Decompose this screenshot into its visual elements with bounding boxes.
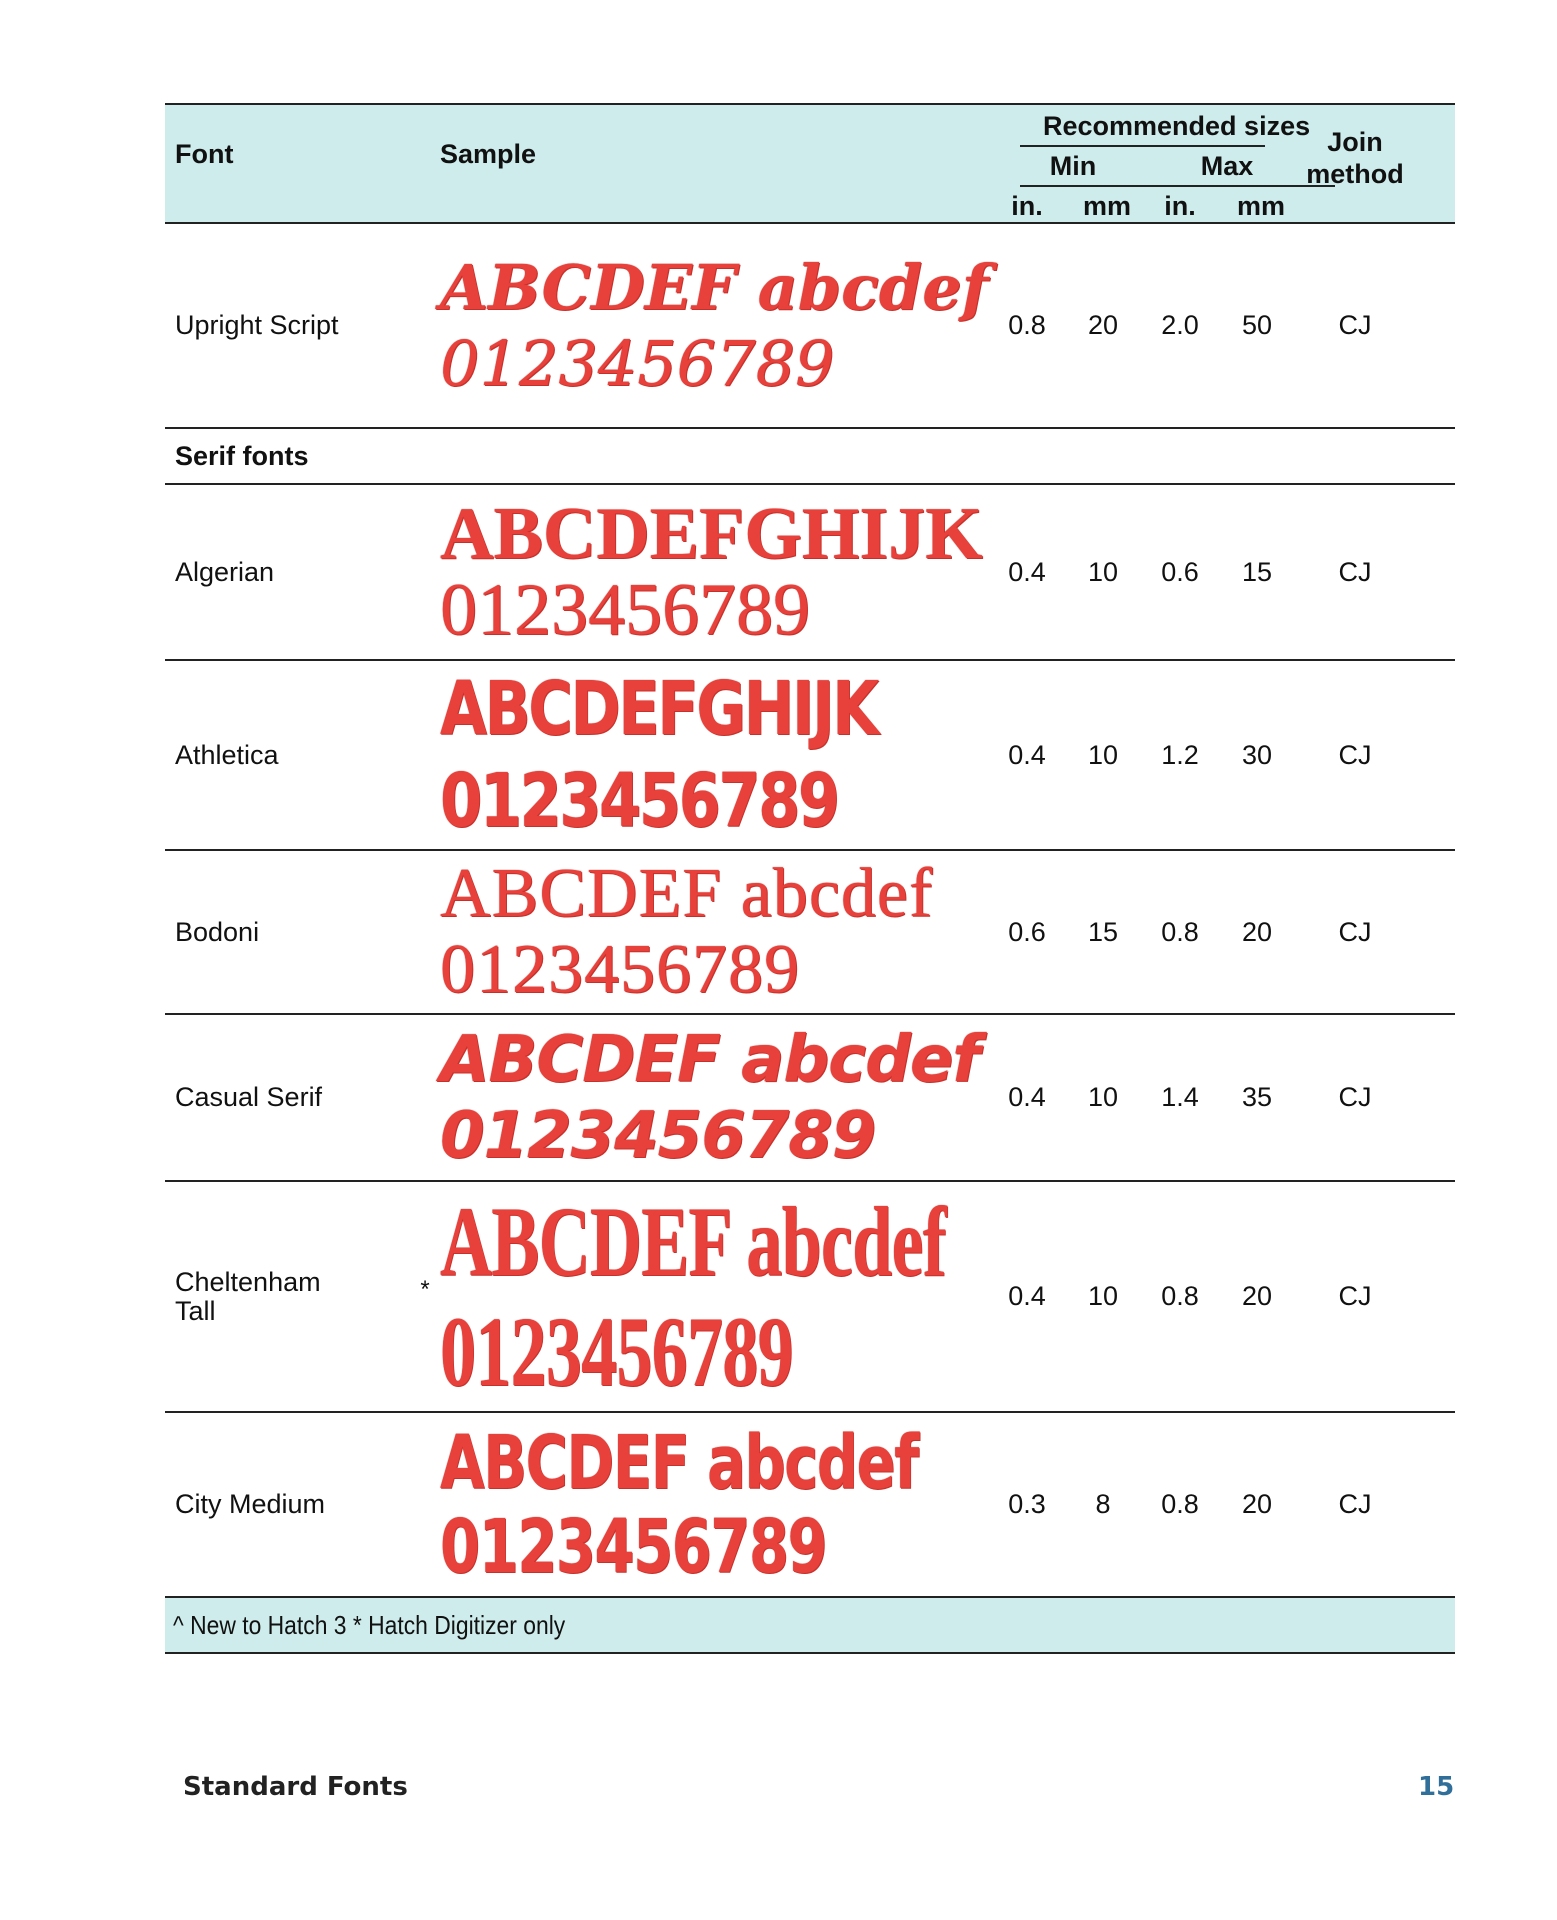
sample-letters: ABCDEF abcdef [440,855,934,932]
table-footnote [165,1598,1455,1654]
max-mm-value: 20 [1241,916,1273,947]
font-name-line1: Cheltenham [175,1267,321,1298]
max-in-value: 0.8 [1161,1281,1199,1311]
font-name: Algerian [175,556,275,587]
font-name: Upright Script [175,310,339,340]
min-in-value: 0.4 [1008,1082,1046,1112]
table-row [165,851,1455,1015]
header-font: Font [175,139,234,169]
header-rule-recommended [1020,145,1265,147]
sample-digits: 0123456789 [440,1098,876,1173]
max-in-value: 0.8 [1161,1489,1199,1519]
table-row [165,1015,1455,1182]
max-mm-value: 20 [1241,1281,1273,1311]
min-mm-value: 10 [1087,739,1119,770]
min-mm-value: 10 [1087,556,1119,587]
max-mm-value: 30 [1241,739,1273,770]
header-min-in: in. [1011,191,1043,221]
sample-digits: 0123456789 [440,569,810,651]
sample-letters: ABCDEFGHIJK [440,493,983,575]
header-min: Min [1049,151,1097,181]
header-max-in: in. [1164,191,1196,221]
section-label: Serif fonts [175,440,309,471]
font-name-line2: Tall [175,1295,216,1326]
min-in-value: 0.6 [1008,916,1046,947]
sample-digits: 0123456789 [440,931,800,1008]
sample-digits: 0123456789 [440,326,835,400]
max-in-value: 2.0 [1161,310,1199,340]
min-in-value: 0.4 [1008,1281,1046,1311]
max-mm-value: 35 [1241,1082,1273,1112]
join-method-value: CJ [1338,916,1372,947]
max-mm-value: 50 [1241,310,1273,340]
max-mm-value: 15 [1241,556,1273,587]
header-join-line1: Join [1327,127,1383,157]
font-name: Bodoni [175,916,260,947]
header-sample: Sample [440,139,537,169]
join-method-value: CJ [1338,1082,1372,1112]
min-in-value: 0.8 [1008,310,1046,340]
sample-digits: 0123456789 [440,758,838,844]
header-join-line2: method [1306,159,1404,189]
header-max-mm: mm [1237,191,1286,221]
section-header-serif [165,429,1455,485]
max-in-value: 1.2 [1161,739,1199,770]
table-row [165,1182,1455,1413]
max-in-value: 1.4 [1161,1082,1199,1112]
font-name: City Medium [175,1489,326,1519]
header-min-mm: mm [1083,191,1132,221]
min-mm-value: 10 [1087,1082,1119,1112]
join-method-value: CJ [1338,1489,1372,1519]
font-name: Casual Serif [175,1082,323,1112]
max-in-value: 0.6 [1161,556,1199,587]
header-recommended-sizes: Recommended sizes [1043,111,1311,141]
min-in-value: 0.4 [1008,739,1046,770]
sample-letters: ABCDEF abcdef [440,1022,980,1097]
digitizer-only-marker: * [420,1275,430,1303]
min-mm-value: 8 [1095,1489,1111,1519]
sample-digits: 0123456789 [440,1295,793,1407]
join-method-value: CJ [1338,739,1372,770]
max-mm-value: 20 [1241,1489,1273,1519]
min-in-value: 0.4 [1008,556,1046,587]
sample-letters: ABCDEFGHIJK [440,666,877,752]
table-row [165,1413,1455,1598]
footnote-text: ^ New to Hatch 3 * Hatch Digitizer only [173,1609,566,1640]
table-row [165,661,1455,851]
table-row [165,224,1455,429]
min-mm-value: 10 [1087,1281,1119,1311]
page-number: 15 [1418,1772,1455,1802]
sample-letters: ABCDEF abcdef [440,1185,946,1297]
join-method-value: CJ [1338,310,1372,340]
min-mm-value: 20 [1087,310,1119,340]
max-in-value: 0.8 [1161,916,1199,947]
font-table [165,103,1455,1654]
min-mm-value: 15 [1087,916,1119,947]
font-name: Athletica [175,739,279,770]
font-name [175,1182,425,1411]
page-footer-title: Standard Fonts [183,1772,408,1802]
sample-digits: 0123456789 [440,1503,827,1590]
table-header [165,103,1455,224]
header-max: Max [1200,151,1254,181]
header-rule-minmax [1020,185,1335,187]
sample-letters: ABCDEF abcdef [440,1419,918,1506]
join-method-value: CJ [1338,556,1372,587]
min-in-value: 0.3 [1008,1489,1046,1519]
table-row [165,485,1455,661]
join-method-value: CJ [1338,1281,1372,1311]
sample-letters: ABCDEF abcdef [440,250,989,324]
